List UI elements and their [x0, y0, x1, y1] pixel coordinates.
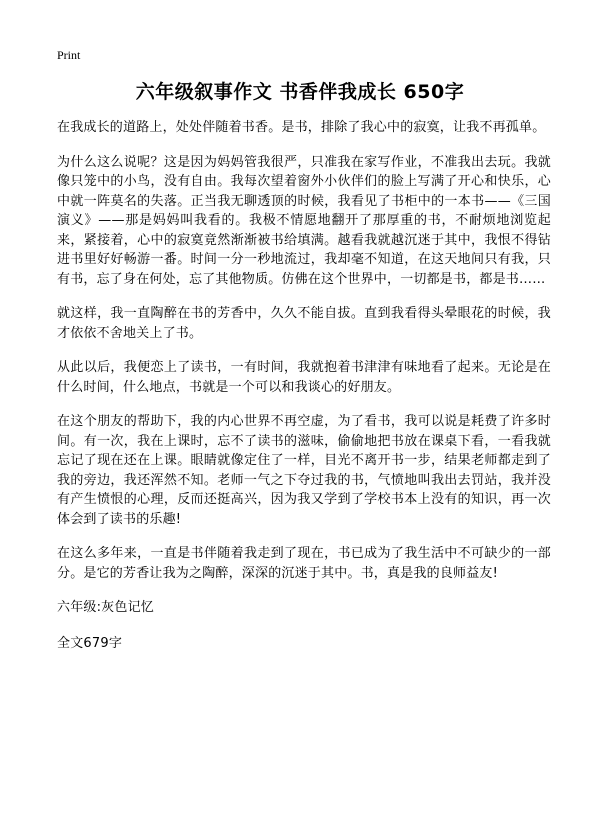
paragraph-intro: 在我成长的道路上，处处伴随着书香。是书，排除了我心中的寂寞，让我不再孤单。 — [57, 120, 546, 135]
print-label: Print — [57, 48, 81, 62]
word-count: 全文679字 — [57, 635, 123, 651]
paragraph-conclusion: 在这么多年来，一直是书伴随着我走到了现在，书已成为了我生活中不可缺少的一部分。是它的芳香让我为之陶醉，深深的沉迷于其中。书，真是我的良师益友! — [57, 546, 551, 581]
page-title: 六年级叙事作文 书香伴我成长 650字 — [135, 81, 465, 103]
author-line: 六年级:灰色记忆 — [57, 600, 154, 615]
paragraph-immersed: 就这样，我一直陶醉在书的芳香中，久久不能自拔。直到我看得头晕眼花的时候，我才依依不舍地关上了书。 — [57, 306, 551, 341]
paragraph-reason: 为什么这么说呢？这是因为妈妈管我很严，只准我在家写作业，不准我出去玩。我就像只笼中的小鸟，没有自由。我每次望着窗外小伙伴们的脸上写满了开心和快乐，心中就一阵莫名的失落。正当我无聊透顶的时候，我看见了书柜中的一本书——《三国演义》——那是妈妈叫我看的。我极不情愿地翻开了那厚重的书，不耐烦地浏览起来，紧接着，心中的寂寞竟然渐渐被书给填满。越看我就越沉迷于其中，我恨不得钻进书里好好畅游一番。时间一分一秒地流过，我却毫不知道，在这天地间只有我，只有书，忘了身在何处，忘了其他物质。仿佛在这个世界中，一切都是书，都是书…… — [57, 154, 551, 287]
paragraph-class-story: 在这个朋友的帮助下，我的内心世界不再空虚，为了看书，我可以说是耗费了许多时间。有一次，我在上课时，忘不了读书的滋味，偷偷地把书放在课桌下看，一看我就忘记了现在还在上课。眼睛就像定住了一样，目光不离开书一步，结果老师都走到了我的旁边，我还浑然不知。老师一气之下夺过我的书，气愤地叫我出去罚站，我并没有产生愤恨的心理，反而还挺高兴，因为我又学到了学校书本上没有的知识，再一次体会到了读书的乐趣! — [57, 414, 551, 527]
paragraph-love-reading: 从此以后，我便恋上了读书，一有时间，我就抱着书津津有味地看了起来。无论是在什么时间，什么地点，书就是一个可以和我谈心的好朋友。 — [57, 360, 551, 395]
essay-body — [57, 118, 551, 668]
